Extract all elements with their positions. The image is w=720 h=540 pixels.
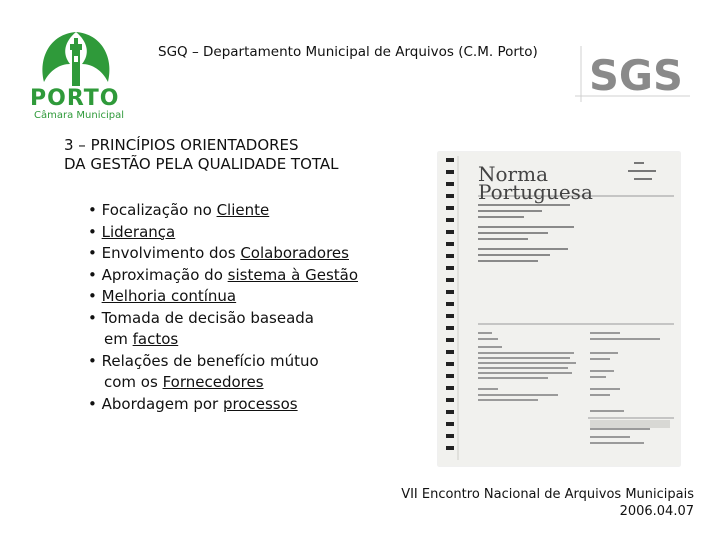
footer-event: VII Encontro Nacional de Arquivos Municipais <box>401 487 694 502</box>
list-item-continuation: com os Fornecedores <box>104 373 264 391</box>
document-title: Portuguesa <box>478 180 593 204</box>
list-item: • Melhoria contínua <box>88 287 237 305</box>
list-item-link[interactable]: Fornecedores <box>162 373 264 391</box>
footer <box>401 486 694 520</box>
list-item: • Relações de benefício mútuo <box>88 351 319 370</box>
list-item: • Liderança <box>88 222 176 241</box>
document-title: Norma <box>478 162 548 186</box>
header-title: SGQ – Departamento Municipal de Arquivos (C.M. Porto) <box>158 44 538 60</box>
sgs-logo-text: SGS <box>589 51 683 100</box>
sgs-logo-icon <box>575 44 690 104</box>
list-item-link[interactable]: Liderança <box>101 222 176 241</box>
list-item-link[interactable]: processos <box>222 394 298 413</box>
list-item-link[interactable]: Colaboradores <box>240 244 349 262</box>
section-title <box>64 136 339 174</box>
list-item-link[interactable]: Cliente <box>216 201 270 219</box>
list-item: • Abordagem por processos <box>88 394 298 413</box>
section-title-line: DA GESTÃO PELA QUALIDADE TOTAL <box>64 155 339 173</box>
list-item: • Aproximação do sistema à Gestão <box>88 265 359 284</box>
porto-logo-wordmark: PORTO <box>30 86 120 111</box>
porto-logo-subtitle: Câmara Municipal <box>34 110 125 121</box>
list-item-link[interactable]: Melhoria contínua <box>101 287 237 305</box>
list-item: • Focalização no Cliente <box>88 201 270 219</box>
list-item: • Tomada de decisão baseada <box>88 308 314 327</box>
section-title-line: 3 – PRINCÍPIOS ORIENTADORES <box>64 136 299 154</box>
list-item-link[interactable]: factos <box>132 330 179 348</box>
list-item-continuation: em factos <box>104 330 179 348</box>
footer-date: 2006.04.07 <box>619 504 694 519</box>
list-item-link[interactable]: sistema à Gestão <box>227 265 359 284</box>
principles-list <box>88 200 358 415</box>
list-item: • Envolvimento dos Colaboradores <box>88 244 349 262</box>
